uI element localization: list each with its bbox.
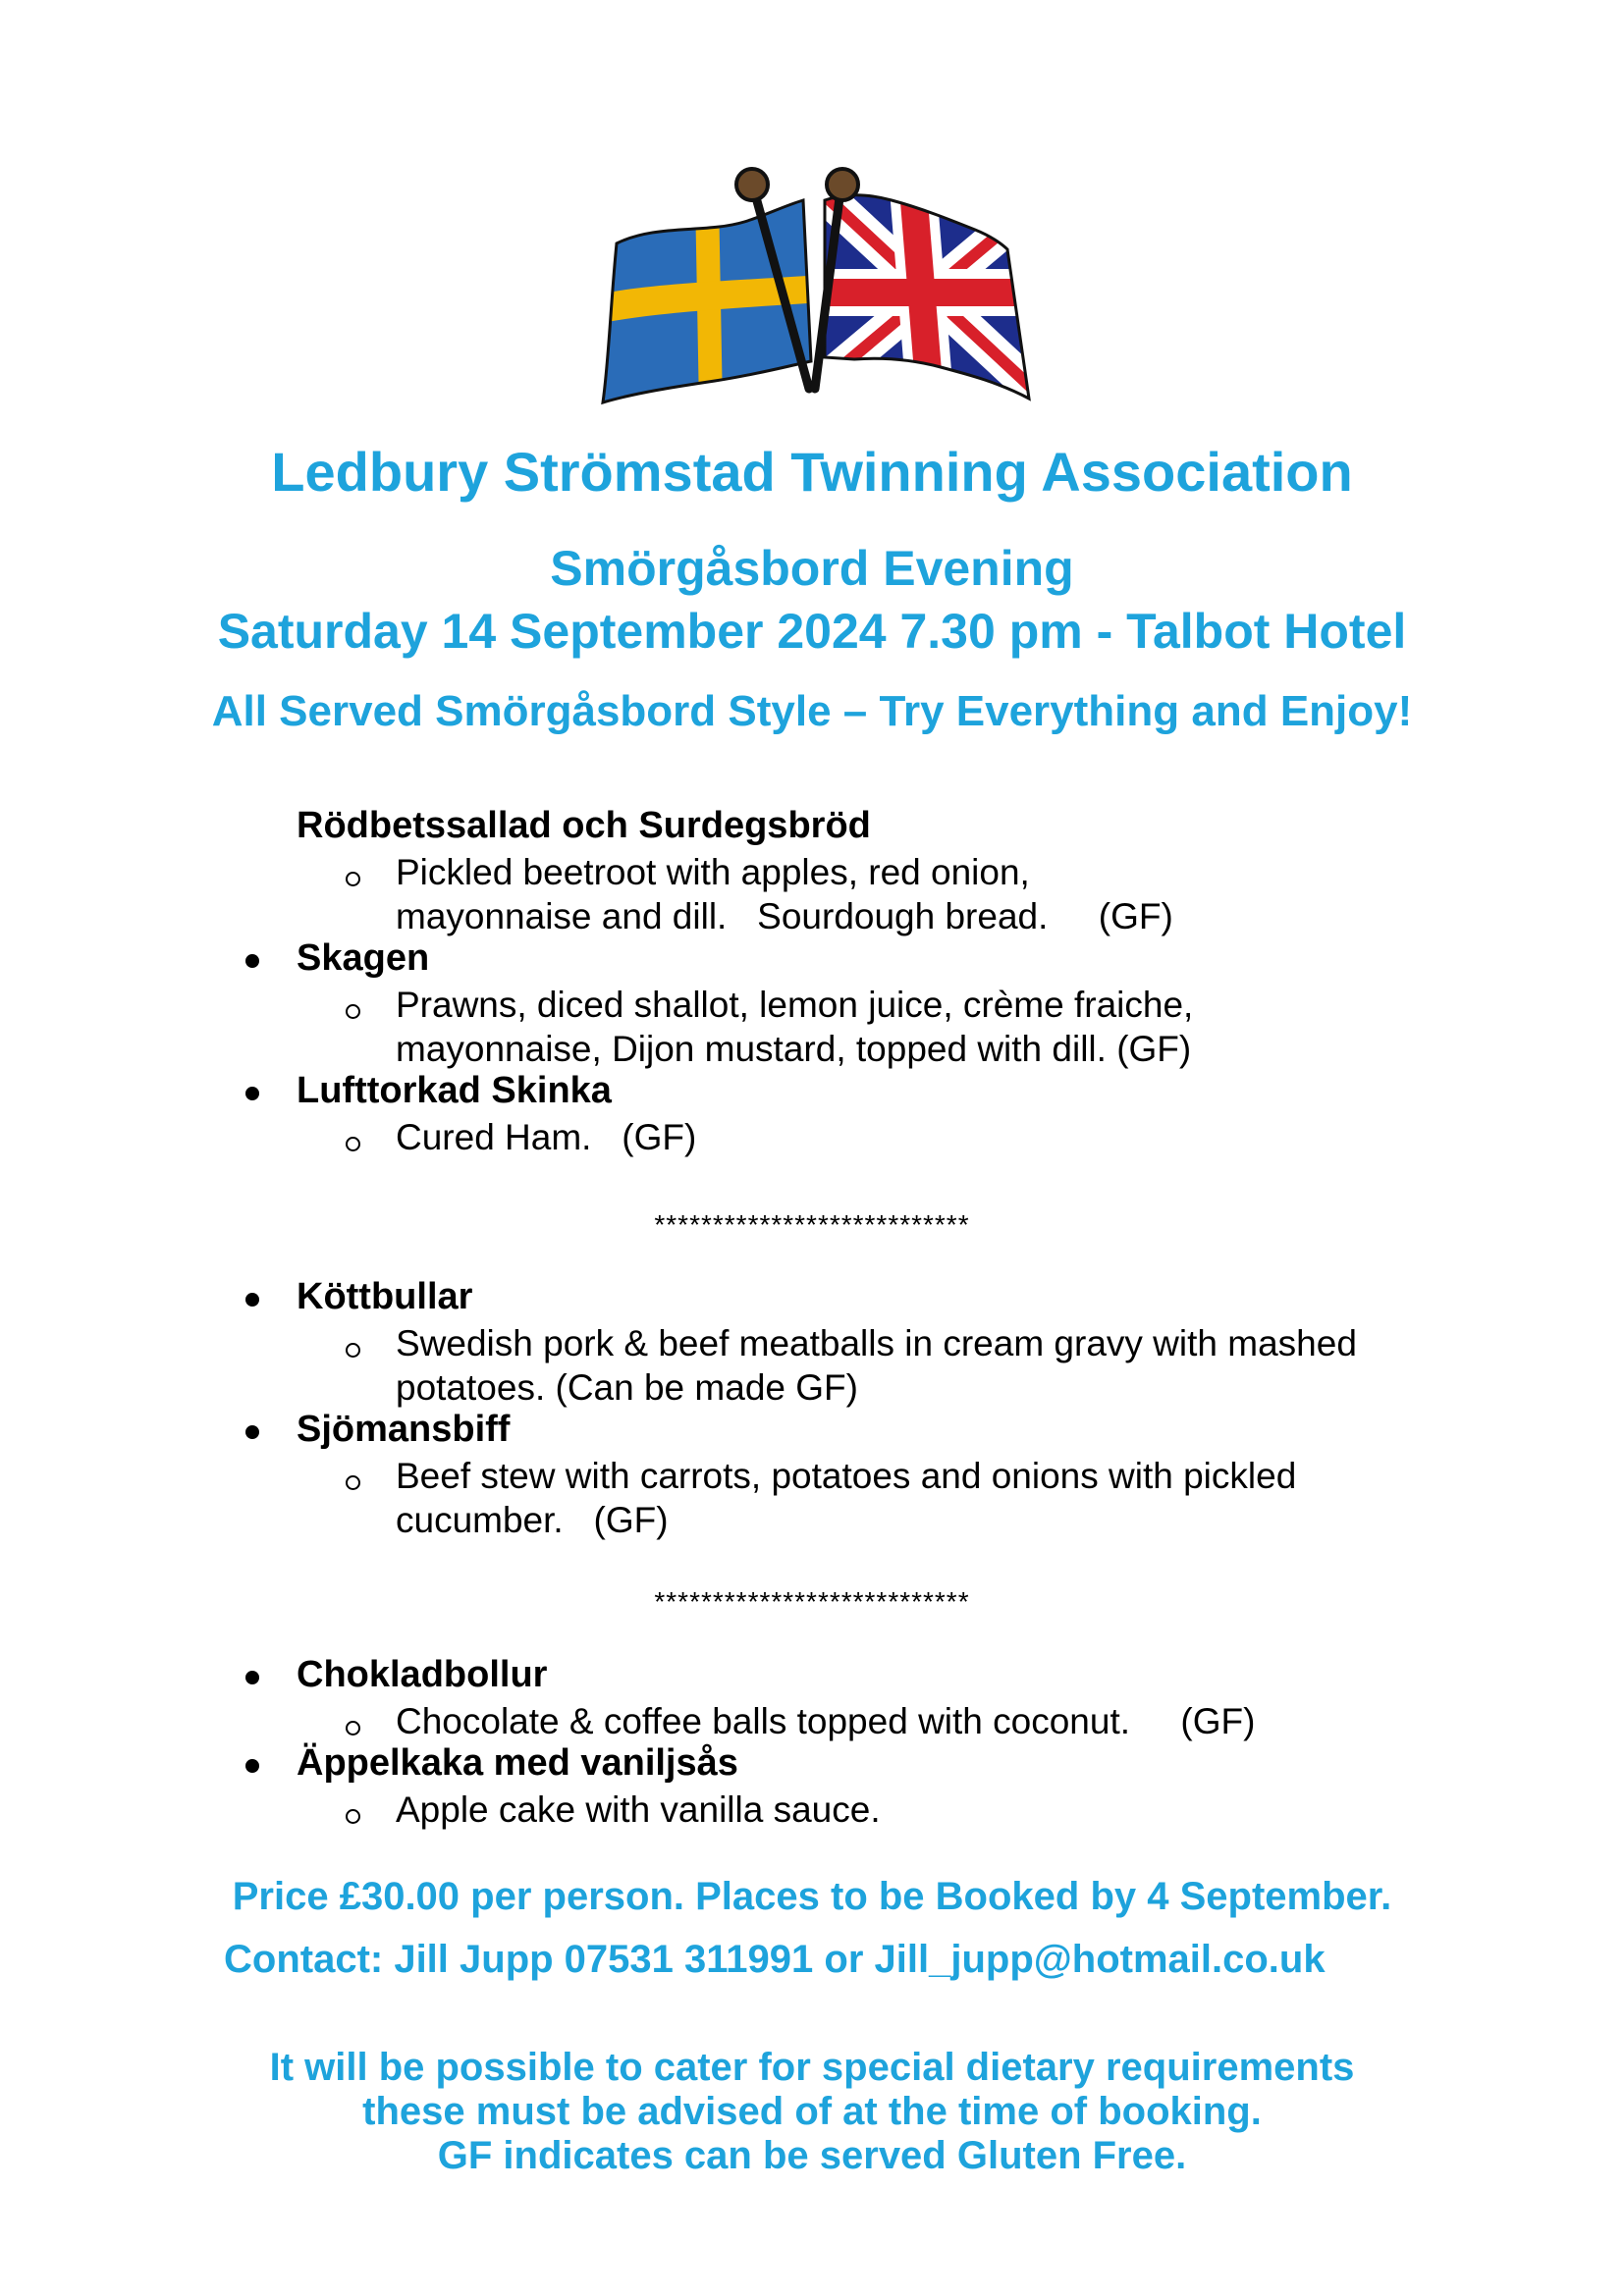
sub-bullet-icon bbox=[346, 1343, 360, 1358]
dish-name: Köttbullar bbox=[297, 1276, 473, 1317]
sub-bullet-icon bbox=[346, 1721, 360, 1735]
sweden-flag-icon bbox=[597, 165, 823, 408]
separator: *************************** bbox=[654, 1209, 970, 1240]
dish-description: mayonnaise, Dijon mustard, topped with dill. (GF) bbox=[396, 1029, 1192, 1069]
dish-description: cucumber. (GF) bbox=[396, 1500, 669, 1540]
bullet-icon bbox=[245, 1087, 259, 1100]
dish-description: Chocolate & coffee balls topped with coconut. (GF) bbox=[396, 1701, 1256, 1741]
dish-name: Skagen bbox=[297, 937, 430, 979]
dish-description: Swedish pork & beef meatballs in cream gravy with mashed bbox=[396, 1323, 1357, 1363]
sub-bullet-icon bbox=[346, 1475, 360, 1490]
dietary-note-line: It will be possible to cater for special dietary requirements bbox=[269, 2046, 1355, 2089]
dietary-note-line: GF indicates can be served Gluten Free. bbox=[437, 2134, 1187, 2177]
dietary-note-line: these must be advised of at the time of booking. bbox=[362, 2090, 1262, 2133]
bullet-icon bbox=[245, 1759, 259, 1773]
event-subtitle: Smörgåsbord Evening bbox=[550, 541, 1074, 596]
dietary-note bbox=[0, 2046, 1624, 2178]
sub-bullet-icon bbox=[346, 1004, 360, 1019]
contact-info: Contact: Jill Jupp 07531 311991 or Jill_jupp@hotmail.co.uk bbox=[224, 1938, 1326, 1981]
dish-description: Pickled beetroot with apples, red onion, bbox=[396, 852, 1030, 892]
dish-name: Sjömansbiff bbox=[297, 1409, 511, 1450]
page-title: Ledbury Strömstad Twinning Association bbox=[271, 441, 1353, 503]
dish-name: Chokladbollur bbox=[297, 1654, 548, 1695]
sub-bullet-icon bbox=[346, 872, 360, 886]
dish-name: Äppelkaka med vaniljsås bbox=[297, 1742, 738, 1784]
event-dateline: Saturday 14 September 2024 7.30 pm - Talbot Hotel bbox=[217, 604, 1407, 659]
separator: *************************** bbox=[654, 1586, 970, 1617]
dish-description: potatoes. (Can be made GF) bbox=[396, 1367, 858, 1408]
sub-bullet-icon bbox=[346, 1809, 360, 1824]
dish-description: Apple cake with vanilla sauce. bbox=[396, 1789, 881, 1830]
dish-name: Lufttorkad Skinka bbox=[297, 1070, 612, 1111]
sweden-uk-flags-logo bbox=[597, 165, 1035, 408]
dish-description: Prawns, diced shallot, lemon juice, crème fraiche, bbox=[396, 985, 1194, 1025]
bullet-icon bbox=[245, 1293, 259, 1307]
bullet-icon bbox=[245, 954, 259, 968]
dish-description: Beef stew with carrots, potatoes and onions with pickled bbox=[396, 1456, 1297, 1496]
dish-description: mayonnaise and dill. Sourdough bread. (GF) bbox=[396, 896, 1173, 936]
event-tagline: All Served Smörgåsbord Style – Try Everything and Enjoy! bbox=[211, 687, 1413, 735]
dish-name: Rödbetssallad och Surdegsbröd bbox=[297, 805, 871, 846]
bullet-icon bbox=[245, 1671, 259, 1684]
bullet-icon bbox=[245, 1425, 259, 1439]
dish-description: Cured Ham. (GF) bbox=[396, 1117, 697, 1157]
sub-bullet-icon bbox=[346, 1137, 360, 1151]
price-info: Price £30.00 per person. Places to be Booked by 4 September. bbox=[232, 1875, 1392, 1918]
